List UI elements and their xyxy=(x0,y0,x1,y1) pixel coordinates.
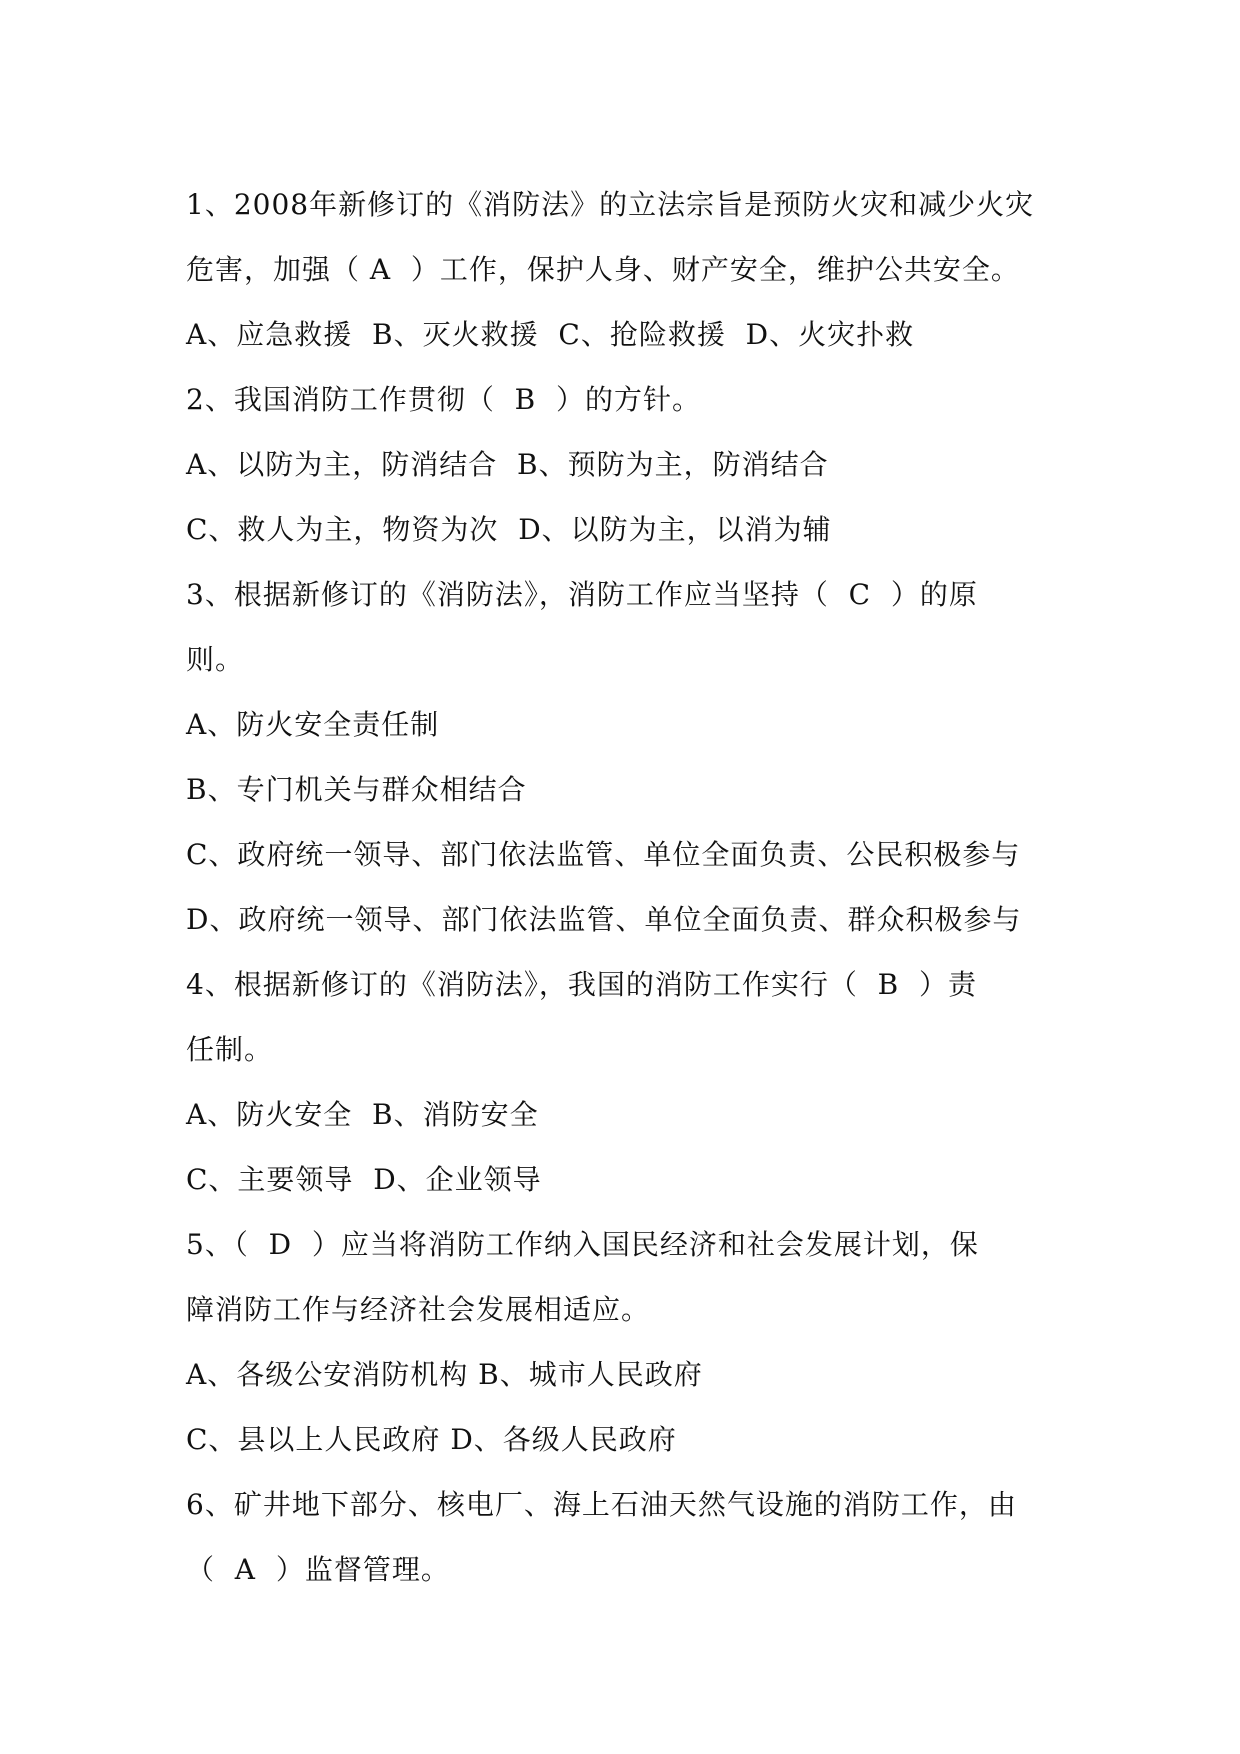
q6-stem-line-1: 6、矿井地下部分、核电厂、海上石油天然气设施的消防工作，由 xyxy=(186,1488,1017,1521)
q4-options-cd: C、主要领导 D、企业领导 xyxy=(186,1163,542,1196)
q4-options-ab: A、防火安全 B、消防安全 xyxy=(186,1098,539,1131)
q4-stem-line-1: 4、根据新修订的《消防法》，我国的消防工作实行（ B ）责 xyxy=(186,968,977,1001)
q3-option-c: C、政府统一领导、部门依法监管、单位全面负责、公民积极参与 xyxy=(186,838,1021,871)
q3-option-a: A、防火安全责任制 xyxy=(186,708,440,741)
q3-option-b: B、专门机关与群众相结合 xyxy=(186,773,527,806)
q5-options-ab: A、各级公安消防机构 B、城市人民政府 xyxy=(186,1358,703,1391)
q1-stem-line-1: 1、2008年新修订的《消防法》的立法宗旨是预防火灾和减少火灾 xyxy=(186,188,1035,221)
q5-stem-line-1: 5、（ D ）应当将消防工作纳入国民经济和社会发展计划，保 xyxy=(186,1228,979,1261)
q3-stem-line-1: 3、根据新修订的《消防法》，消防工作应当坚持（ C ）的原 xyxy=(186,578,978,611)
q2-stem: 2、我国消防工作贯彻（ B ）的方针。 xyxy=(186,383,701,416)
question-list xyxy=(186,172,1066,1602)
q6-stem-line-2: （ A ）监督管理。 xyxy=(186,1553,450,1586)
q1-stem-line-2: 危害，加强（ A ）工作，保护人身、财产安全，维护公共安全。 xyxy=(186,253,1020,286)
q3-stem-line-2: 则。 xyxy=(186,643,245,676)
q2-options-cd: C、救人为主，物资为次 D、以防为主，以消为辅 xyxy=(186,513,832,546)
q5-options-cd: C、县以上人民政府 D、各级人民政府 xyxy=(186,1423,677,1456)
q3-option-d: D、政府统一领导、部门依法监管、单位全面负责、群众积极参与 xyxy=(186,903,1022,936)
q4-stem-line-2: 任制。 xyxy=(186,1033,274,1066)
q5-stem-line-2: 障消防工作与经济社会发展相适应。 xyxy=(186,1293,651,1326)
q1-options: A、应急救援 B、灭火救援 C、抢险救援 D、火灾扑救 xyxy=(186,318,915,351)
q2-options-ab: A、以防为主，防消结合 B、预防为主，防消结合 xyxy=(186,448,829,481)
